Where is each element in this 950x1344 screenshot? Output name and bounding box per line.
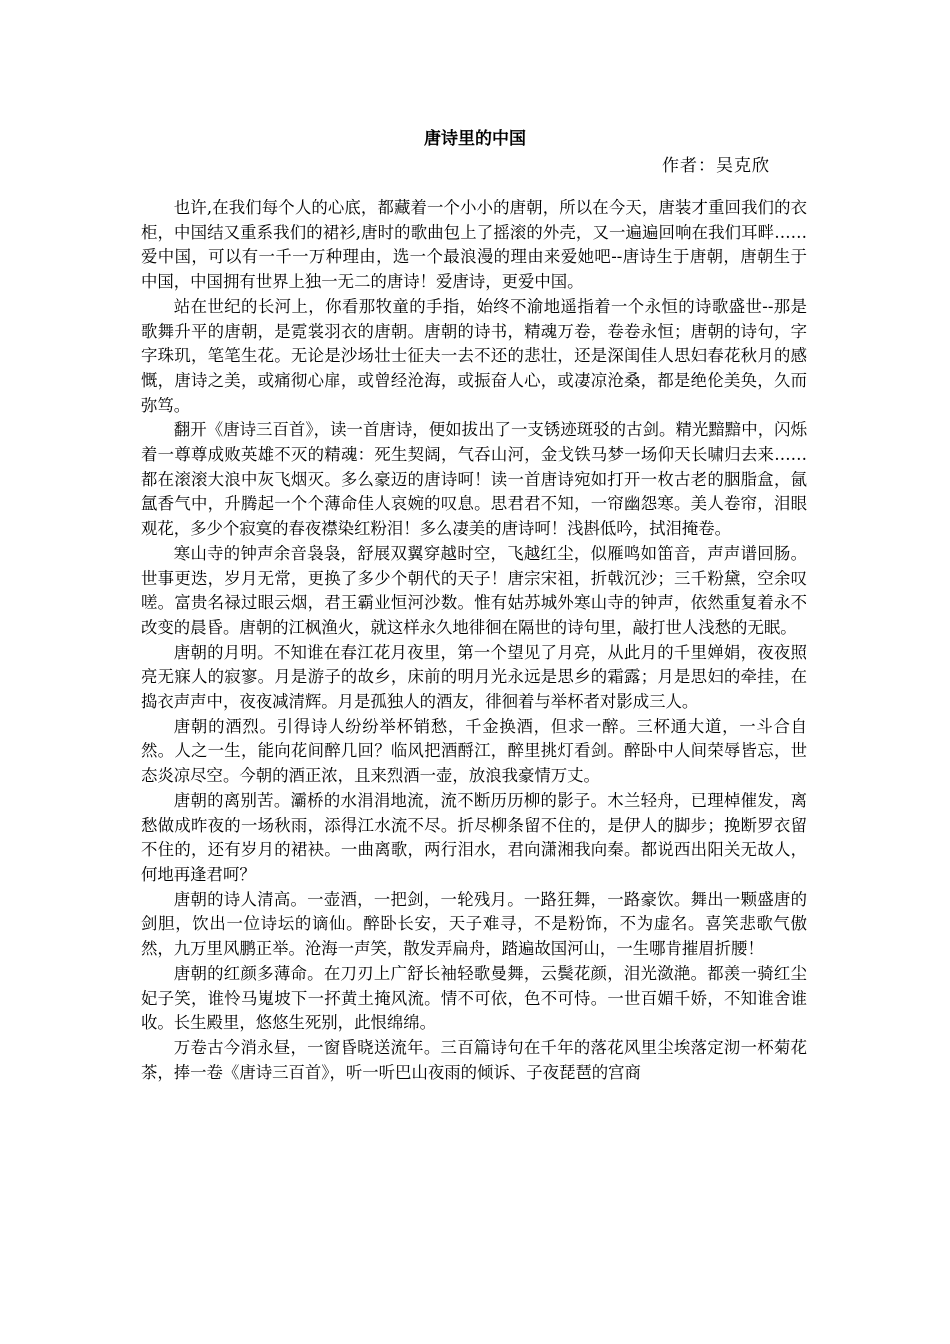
paragraph: 唐朝的月明。不知谁在春江花月夜里，第一个望见了月亮，从此月的千里婵娟，夜夜照亮无寐人的寂寥。月是游子的故乡，床前的明月光永远是思乡的霜露；月是思妇的牵挂，在捣衣声声中，夜夜减清辉。月是孤独人的酒友，徘徊着与举杯者对影成三人。	[141, 642, 807, 712]
paragraph: 唐朝的红颜多薄命。在刀刃上广舒长袖轻歌曼舞，云鬓花颜，泪光潋滟。都羡一骑红尘妃子笑，谁怜马嵬坡下一抔黄土掩风流。情不可依，色不可恃。一世百媚千娇，不知谁舍谁收。长生殿里，悠悠生死别，此恨绵绵。	[141, 963, 807, 1033]
paragraph: 翻开《唐诗三百首》，读一首唐诗，便如拔出了一支锈迹斑驳的古剑。精光黯黯中，闪烁着一尊尊成败英雄不灭的精魂：死生契阔，气吞山河，金戈铁马梦一场仰天长啸归去来……都在滚滚大浪中灰飞烟灭。多么豪迈的唐诗呵！读一首唐诗宛如打开一枚古老的胭脂盒，氤氲香气中，升腾起一个个薄命佳人哀婉的叹息。思君君不知，一帘幽怨寒。美人卷帘，泪眼观花，多少个寂寞的春夜襟染红粉泪！多么凄美的唐诗呵！浅斟低吟，拭泪掩卷。	[141, 420, 807, 539]
paragraph: 唐朝的诗人清高。一壶酒，一把剑，一轮残月。一路狂舞，一路豪饮。舞出一颗盛唐的剑胆，饮出一位诗坛的谪仙。醉卧长安，天子难寻，不是粉饰，不为虚名。喜笑悲歌气傲然，九万里风鹏正举。沧海一声笑，散发弄扁舟，踏遍故国河山，一生哪肯摧眉折腰！	[141, 889, 807, 959]
paragraph: 唐朝的酒烈。引得诗人纷纷举杯销愁，千金换酒，但求一醉。三杯通大道，一斗合自然。人之一生，能向花间醉几回？临风把酒酹江，醉里挑灯看剑。醉卧中人间荣辱皆忘，世态炎凉尽空。今朝的酒正浓，且来烈酒一壶，放浪我豪情万丈。	[141, 716, 807, 786]
paragraph: 站在世纪的长河上，你看那牧童的手指，始终不渝地遥指着一个永恒的诗歌盛世--那是歌舞升平的唐朝，是霓裳羽衣的唐朝。唐朝的诗书，精魂万卷，卷卷永恒；唐朝的诗句，字字珠玑，笔笔生花。无论是沙场壮士征夫一去不还的悲壮，还是深闺佳人思妇春花秋月的感慨，唐诗之美，或痛彻心扉，或曾经沧海，或振奋人心，或凄凉沧桑，都是绝伦美奂，久而弥笃。	[141, 296, 807, 415]
paragraph: 唐朝的离别苦。灞桥的水涓涓地流，流不断历历柳的影子。木兰轻舟，已理棹催发，离愁做成昨夜的一场秋雨，添得江水流不尽。折尽柳条留不住的，是伊人的脚步；挽断罗衣留不住的，还有岁月的裙袂。一曲离歌，两行泪水，君向潇湘我向秦。都说西出阳关无故人，何地再逢君呵？	[141, 790, 807, 884]
paragraph: 寒山寺的钟声余音袅袅，舒展双翼穿越时空，飞越红尘，似雁鸣如笛音，声声谱回肠。世事更迭，岁月无常，更换了多少个朝代的天子！唐宗宋祖，折戟沉沙；三千粉黛，空余叹嗟。富贵名禄过眼云烟，君王霸业恒河沙数。惟有姑苏城外寒山寺的钟声，依然重复着永不改变的晨昏。唐朝的江枫渔火，就这样永久地徘徊在隔世的诗句里，敲打世人浅愁的无眠。	[141, 543, 807, 637]
article-body	[141, 196, 807, 1085]
author-line: 作者：吴克欣	[662, 156, 770, 176]
paragraph: 万卷古今消永昼，一窗昏晓送流年。三百篇诗句在千年的落花风里尘埃落定沏一杯菊花茶，捧一卷《唐诗三百首》，听一听巴山夜雨的倾诉、子夜琵琶的宫商	[141, 1037, 807, 1082]
paragraph: 也许,在我们每个人的心底，都藏着一个小小的唐朝，所以在今天，唐装才重回我们的衣柜，中国结又重系我们的裙衫,唐时的歌曲包上了摇滚的外壳，又一遍遍回响在我们耳畔……爱中国，可以有一千一万种理由，选一个最浪漫的理由来爱她吧--唐诗生于唐朝，唐朝生于中国，中国拥有世界上独一无二的唐诗！爱唐诗，更爱中国。	[141, 198, 807, 292]
page-title: 唐诗里的中国	[424, 129, 526, 149]
